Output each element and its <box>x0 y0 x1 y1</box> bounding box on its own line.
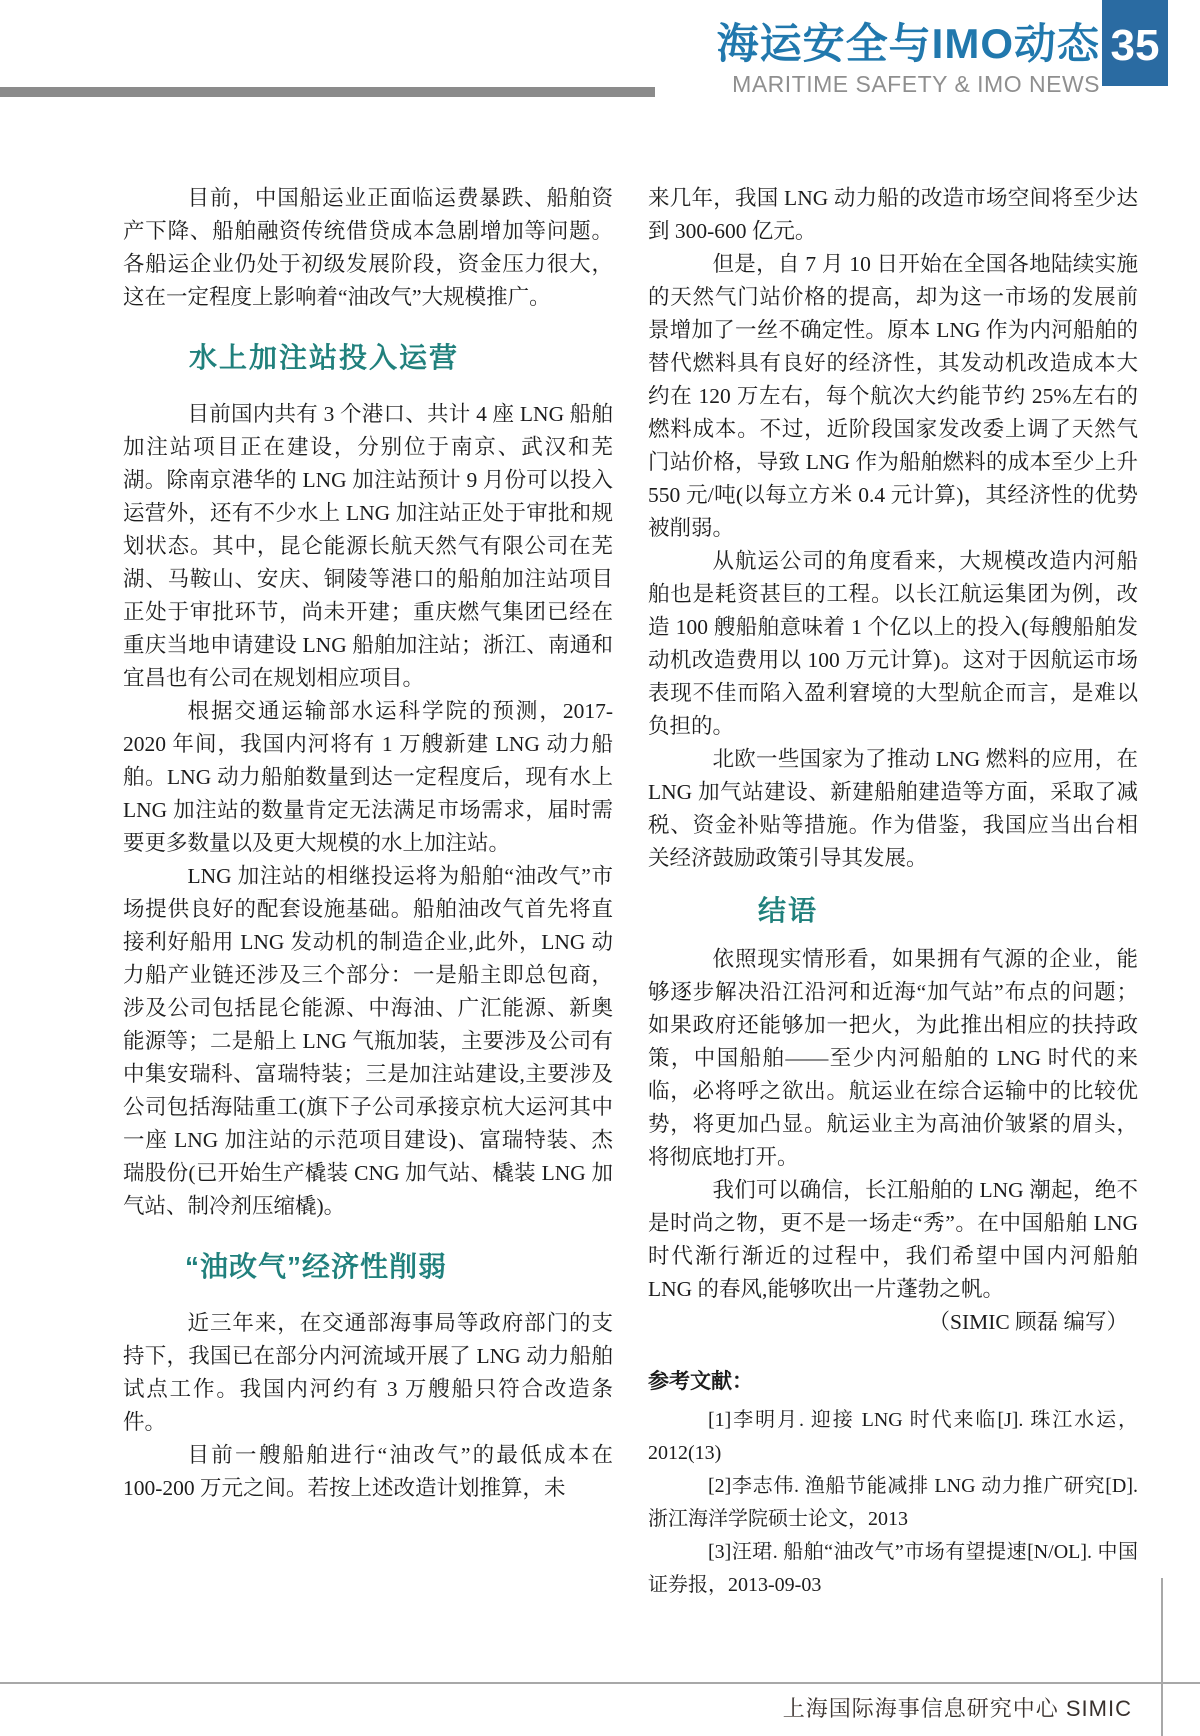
header-gray-bar <box>0 87 655 97</box>
left-column <box>123 182 613 1505</box>
author-signature: （SIMIC 顾磊 编写） <box>928 1310 1128 1334</box>
paragraph: 从航运公司的角度看来，大规模改造内河船舶也是耗资甚巨的工程。以长江航运集团为例，改造 100 艘船舶意味着 1 个亿以上的投入(每艘船舶发动机改造费用以 100 万元计算)。这对于因航运市场表现不佳而陷入盈利窘境的大型航企而言，是难以负担的。 <box>648 549 1138 738</box>
paragraph: 目前国内共有 3 个港口、共计 4 座 LNG 船舶加注站项目正在建设，分别位于南京、武汉和芜湖。除南京港华的 LNG 加注站预计 9 月份可以投入运营外，还有不少水上 LNG 加注站正处于审批和规划状态。其中，昆仑能源长航天然气有限公司在芜湖、马鞍山、安庆、铜陵等港口的船舶加注站项目正处于审批环节，尚未开建；重庆燃气集团已经在重庆当地申请建设 LNG 船舶加注站；浙江、南通和宜昌也有公司在规划相应项目。 <box>123 402 613 690</box>
reference-item: [2]李志伟. 渔船节能减排 LNG 动力推广研究[D]. 浙江海洋学院硕士论文，2013 <box>648 1475 1138 1530</box>
page-title: 海运安全与IMO动态 <box>716 20 1100 67</box>
paragraph: 近三年来，在交通部海事局等政府部门的支持下，我国已在部分内河流域开展了 LNG 动力船舶试点工作。我国内河约有 3 万艘船只符合改造条件。 <box>123 1311 613 1434</box>
paragraph: 依照现实情形看，如果拥有气源的企业，能够逐步解决沿江沿河和近海“加气站”布点的问题；如果政府还能够加一把火，为此推出相应的扶持政策，中国船舶——至少内河船舶的 LNG 时代的来临，必将呼之欲出。航运业在综合运输中的比较优势，将更加凸显。航运业主为高油价皱紧的眉头，将彻底地打开。 <box>648 947 1138 1169</box>
page-subtitle: MARITIME SAFETY & IMO NEWS <box>732 71 1100 97</box>
paragraph: 目前一艘船舶进行“油改气”的最低成本在 100-200 万元之间。若按上述改造计划推算，未 <box>123 1443 613 1500</box>
header <box>717 20 1100 97</box>
section-heading-conclusion: 结语 <box>758 895 819 926</box>
footer-vertical-rule <box>1161 1578 1163 1736</box>
section-heading-economics: “油改气”经济性削弱 <box>185 1251 448 1282</box>
section-heading-shore-stations: 水上加注站投入运营 <box>189 342 460 373</box>
reference-item: [3]汪珺. 船舶“油改气”市场有望提速[N/OL]. 中国证券报，2013-09-03 <box>648 1541 1138 1596</box>
paragraph-continuation: 来几年，我国 LNG 动力船的改造市场空间将至少达到 300-600 亿元。 <box>648 186 1138 243</box>
paragraph: 我们可以确信，长江船舶的 LNG 潮起，绝不是时尚之物，更不是一场走“秀”。在中国船舶 LNG 时代渐行渐近的过程中，我们希望中国内河船舶 LNG 的春风,能够吹出一片蓬勃之帆。 <box>648 1178 1138 1301</box>
right-column <box>648 182 1138 1602</box>
paragraph: 但是，自 7 月 10 日开始在全国各地陆续实施的天然气门站价格的提高，却为这一市场的发展前景增加了一丝不确定性。原本 LNG 作为内河船舶的替代燃料具有良好的经济性，其发动机改造成本大约在 120 万左右，每个航次大约能节约 25%左右的燃料成本。不过，近阶段国家发改委上调了天然气门站价格，导致 LNG 作为船舶燃料的成本至少上升 550 元/吨(以每立方米 0.4 元计算)，其经济性的优势被削弱。 <box>648 252 1138 540</box>
paragraph: 根据交通运输部水运科学院的预测，2017-2020 年间，我国内河将有 1 万艘新建 LNG 动力船舶。LNG 动力船舶数量到达一定程度后，现有水上 LNG 加注站的数量肯定无法满足市场需求，届时需要更多数量以及更大规模的水上加注站。 <box>123 699 613 855</box>
footer-publisher: 上海国际海事信息研究中心 SIMIC <box>782 1696 1132 1721</box>
footer-horizontal-rule <box>0 1682 1200 1684</box>
reference-item: [1]李明月. 迎接 LNG 时代来临[J]. 珠江水运，2012(13) <box>648 1409 1138 1464</box>
paragraph: 北欧一些国家为了推动 LNG 燃料的应用，在 LNG 加气站建设、新建船舶建造等方面，采取了减税、资金补贴等措施。作为借鉴，我国应当出台相关经济鼓励政策引导其发展。 <box>648 747 1138 870</box>
paragraph: 目前，中国船运业正面临运费暴跌、船舶资产下降、船舶融资传统借贷成本急剧增加等问题。各船运企业仍处于初级发展阶段，资金压力很大，这在一定程度上影响着“油改气”大规模推广。 <box>123 186 613 309</box>
references-title: 参考文献： <box>648 1370 753 1393</box>
paragraph: LNG 加注站的相继投运将为船舶“油改气”市场提供良好的配套设施基础。船舶油改气首先将直接利好船用 LNG 发动机的制造企业,此外，LNG 动力船产业链还涉及三个部分：一是船主即总包商，涉及公司包括昆仑能源、中海油、广汇能源、新奥能源等；二是船上 LNG 气瓶加装，主要涉及公司有中集安瑞科、富瑞特装；三是加注站建设,主要涉及公司包括海陆重工(旗下子公司承接京杭大运河其中一座 LNG 加注站的示范项目建设)、富瑞特装、杰瑞股份(已开始生产橇装 CNG 加气站、橇装 LNG 加气站、制冷剂压缩橇)。 <box>123 864 613 1218</box>
page-number-badge: 35 <box>1102 0 1168 86</box>
